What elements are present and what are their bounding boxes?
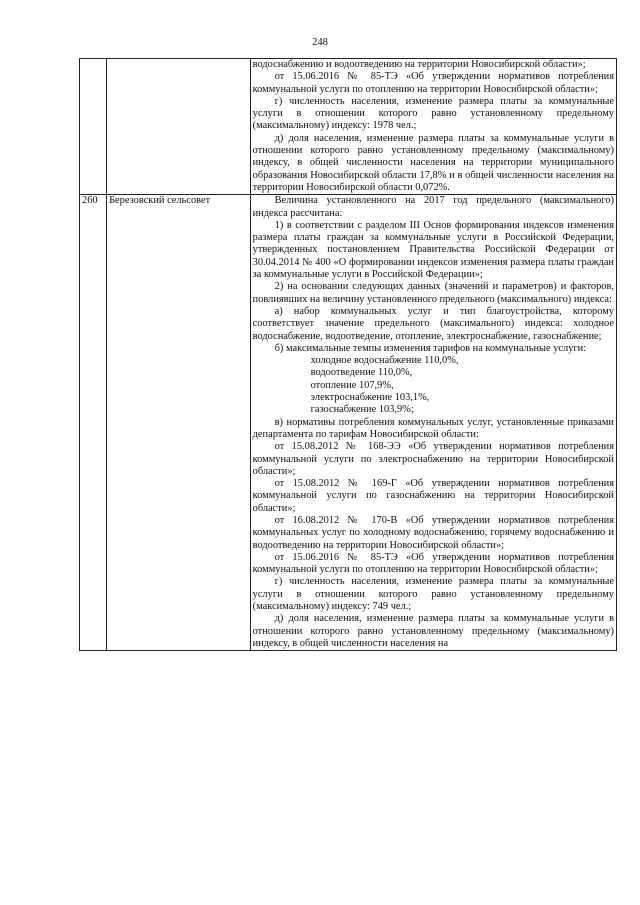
paragraph: от 15.06.2016 № 85-ТЭ «Об утверждении нормативов потребления коммунальной услуги по отоплению на территории Новосибирской области»;	[252, 551, 614, 576]
paragraph: от 15.08.2012 № 169-Г «Об утверждении нормативов потребления коммунальной услуги по газоснабжению на территории Новосибирской области»;	[252, 478, 614, 514]
tariff-item: электроснабжение 103,1%,	[310, 392, 430, 404]
paragraph: от 15.06.2016 № 85-ТЭ «Об утверждении нормативов потребления коммунальной услуги по отоплению на территории Новосибирской области»;	[252, 71, 614, 95]
row-number-cell	[80, 59, 107, 195]
paragraph: от 16.08.2012 № 170-В «Об утверждении нормативов потребления коммунальных услуг по холодному водоснабжению, горячему водоснабжению и водоотведению на территории Новосибирской области»;	[252, 514, 614, 551]
paragraph: водоснабжению и водоотведению на территории Новосибирской области»;	[252, 59, 586, 70]
paragraph: г) численность населения, изменение размера платы за коммунальные услуги в отношении которого равно установленному предельному (максимальному) индексу: 749 чел.;	[252, 576, 614, 613]
paragraph: д) доля населения, изменение размера платы за коммунальные услуги в отношении которого равно установленному предельному (максимальному) индексу, в общей численности населения на территории муниципального образования Новосибирской области 17,8% и в общей численности населения на территории Новосибирской области 0,072%.	[252, 132, 614, 193]
paragraph: г) численность населения, изменение размера платы за коммунальные услуги в отношении которого равно установленному предельному (максимальному) индексу: 1978 чел.;	[252, 95, 614, 132]
tariff-item: водоотведение 110,0%,	[310, 367, 413, 379]
paragraph: д) доля населения, изменение размера платы за коммунальные услуги в отношении которого равно установленному предельному (максимальному) индексу, в общей численности населения на	[252, 613, 614, 649]
paragraph: а) набор коммунальных услуг и тип благоустройства, которому соответствует значение предельного (максимального) индекса: холодное водоснабжение, водоотведение, отопление, электроснабжение, газоснабжение;	[252, 305, 614, 342]
tariff-item: газоснабжение 103,9%;	[310, 404, 414, 416]
paragraph: от 15.08.2012 № 168-ЭЭ «Об утверждении нормативов потребления коммунальной услуги по электроснабжению на территории Новосибирской области»;	[252, 441, 614, 477]
paragraph: в) нормативы потребления коммунальных услуг, установленные приказами департамента по тарифам Новосибирской области:	[252, 416, 614, 440]
row-number-cell: 260	[80, 195, 107, 651]
table-row	[80, 59, 617, 195]
paragraph: Величина установленного на 2017 год предельного (максимального) индекса рассчитана:	[252, 195, 614, 219]
municipality-name-cell	[107, 59, 251, 195]
description-cell	[250, 195, 616, 651]
paragraph: 1) в соответствии с разделом III Основ формирования индексов изменения размера платы граждан за коммунальные услуги в Российской Федерации, утвержденных постановлением Правительства Российской Федерации от 30.04.2014 № 400 «О формировании индексов изменения размера платы граждан за коммунальные услуги в Российской Федерации»;	[252, 219, 614, 281]
paragraph: 2) на основании следующих данных (значений и параметров) и факторов, повлиявших на величину установленного предельного (максимального) индекса:	[252, 281, 614, 305]
tariff-item: холодное водоснабжение 110,0%,	[310, 355, 459, 367]
tariff-index-table	[79, 58, 617, 651]
description-cell	[250, 59, 616, 195]
page-number: 248	[312, 37, 328, 48]
tariff-item: отопление 107,9%,	[310, 379, 394, 391]
municipality-name-cell: Березовский сельсовет	[107, 195, 251, 651]
paragraph: б) максимальные темпы изменения тарифов на коммунальные услуги:	[274, 342, 587, 354]
table-row	[80, 195, 617, 651]
